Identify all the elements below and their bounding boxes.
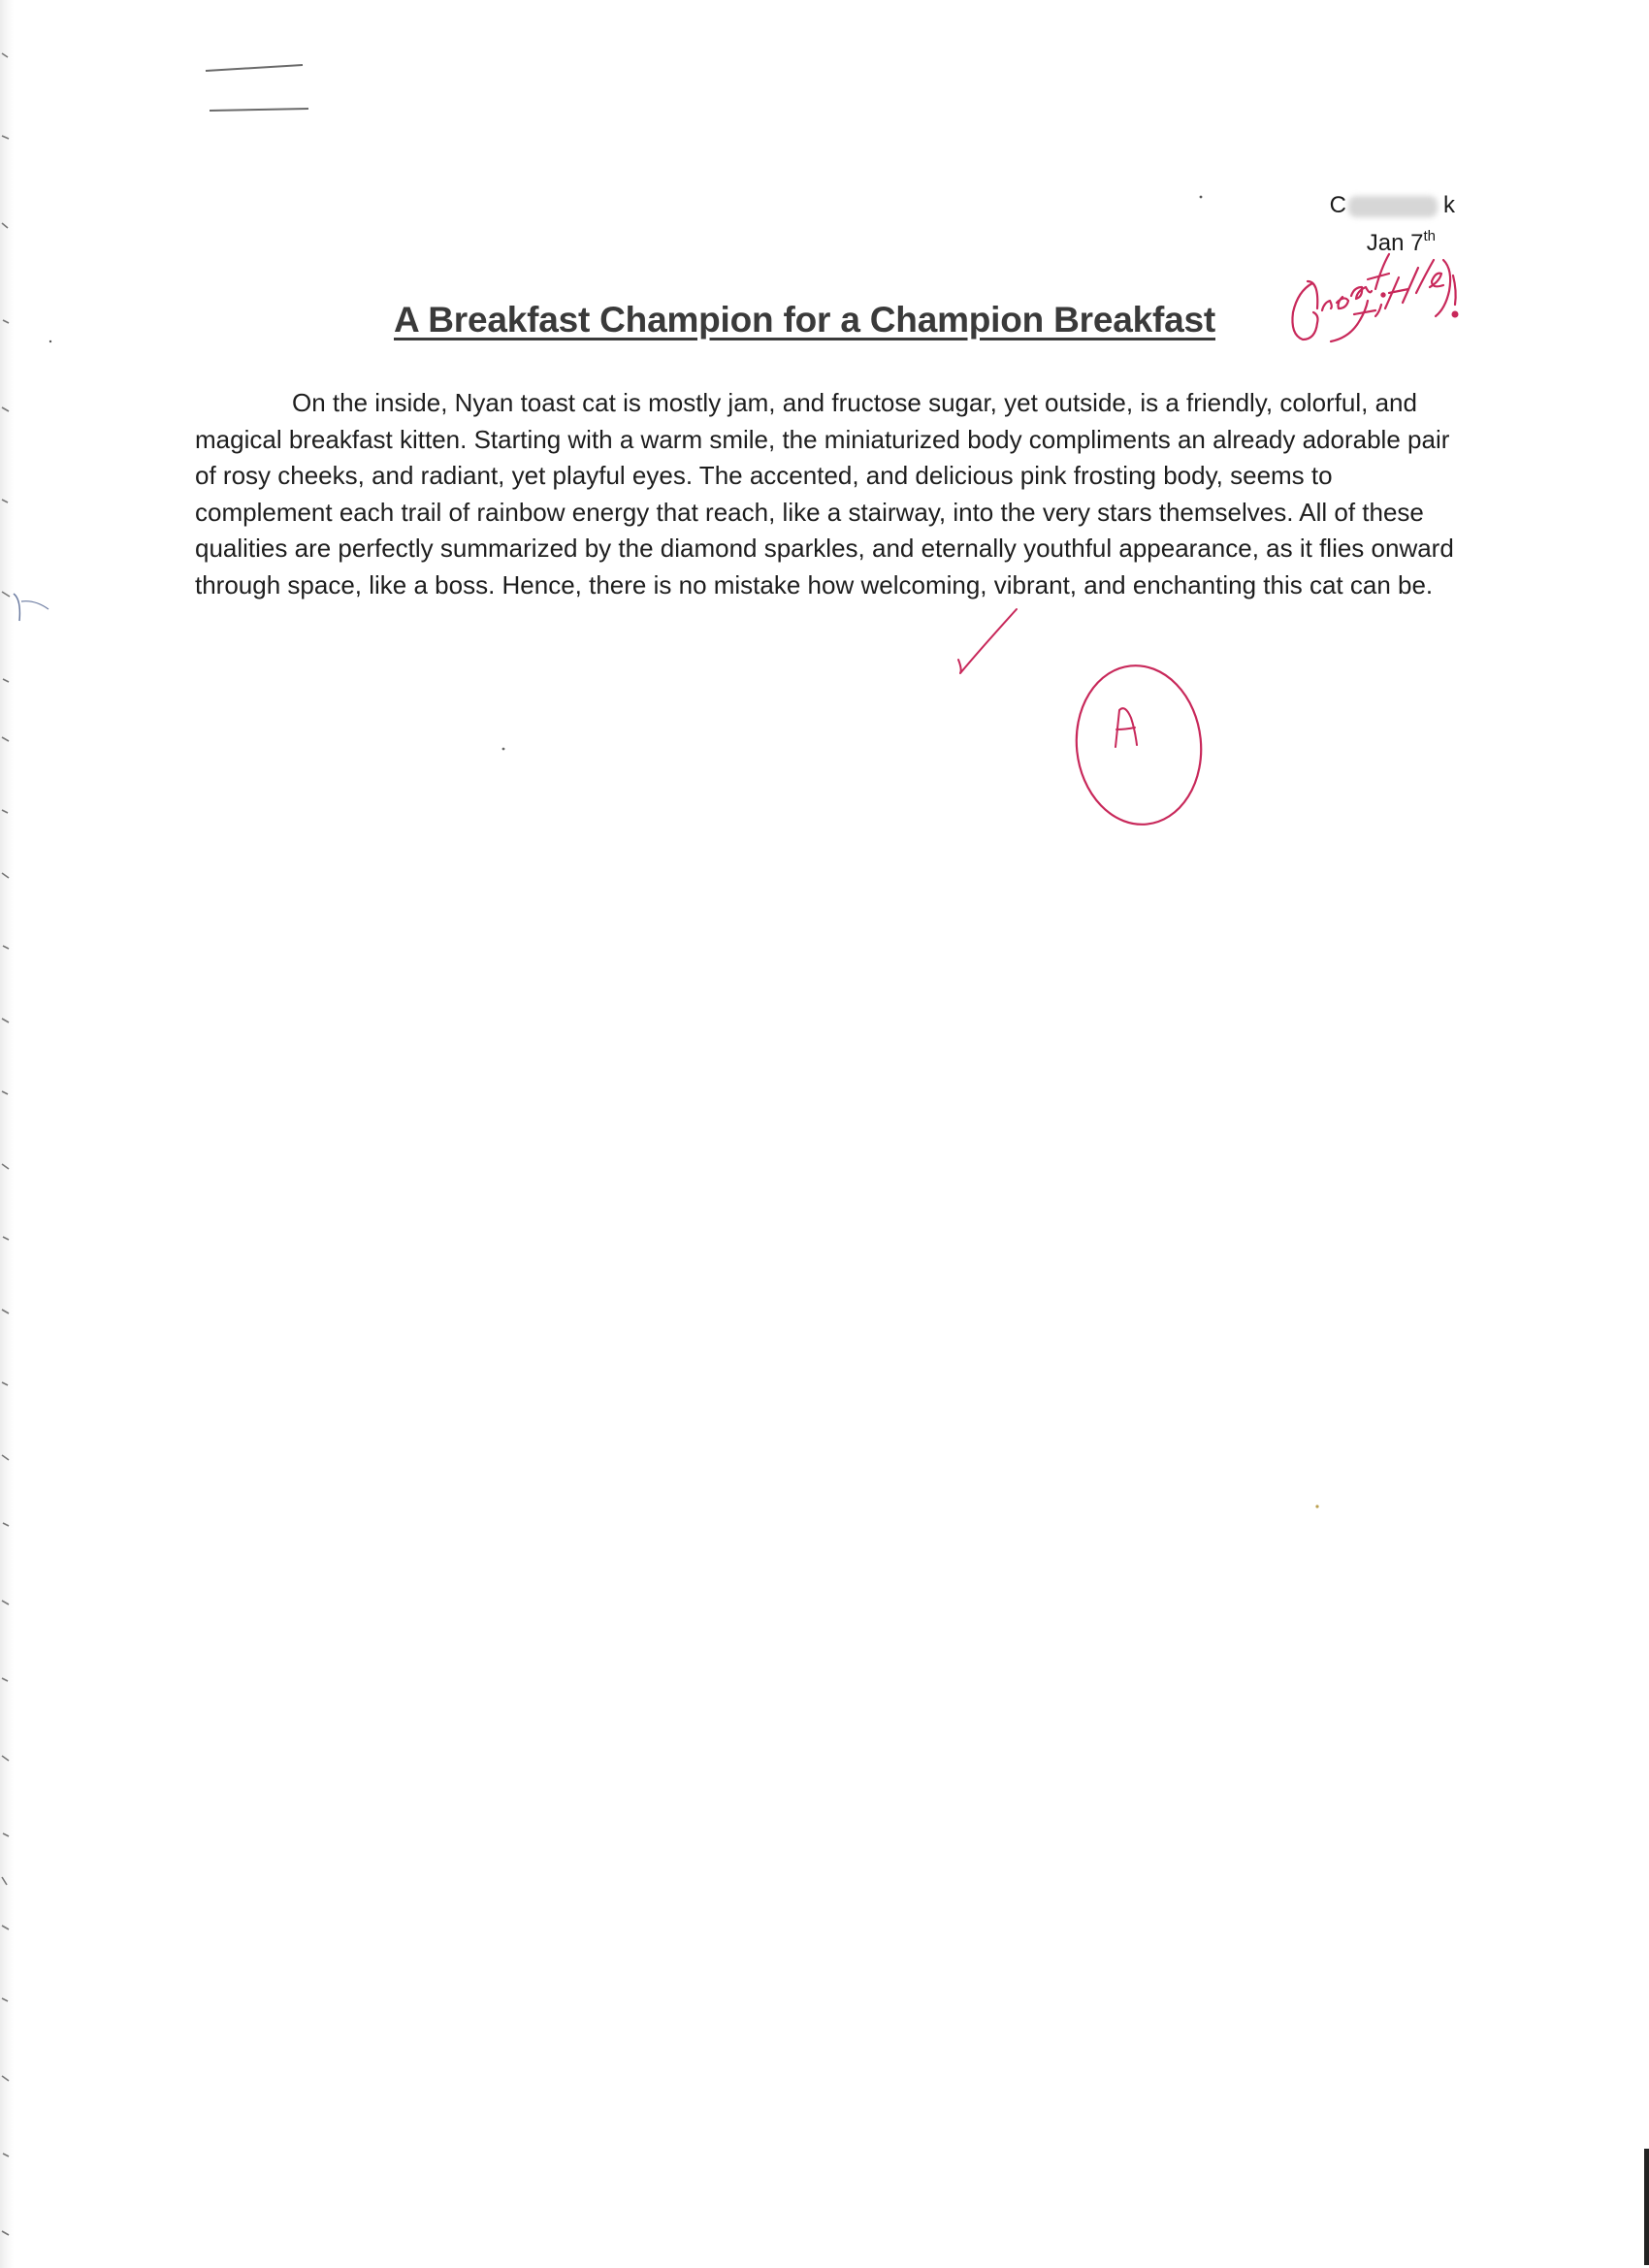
handwritten-title [1331,260,1457,341]
grade-letter [1116,708,1137,747]
date-text: Jan 7 [1366,230,1424,256]
author-last-letter: k [1443,192,1455,218]
body-paragraph: On the inside, Nyan toast cat is mostly jam, and fructose sugar, yet outside, is a friendly, colorful, and magical breakfast kitten. Starting with a warm smile, the miniaturized body compliments an already adorable pair of rosy cheeks, and radiant, yet playful eyes. The accented, and delicious pink frosting body, seems to complement each trail of rainbow energy that reach, like a stairway, into the very stars themselves. All of these qualities are perfectly summarized by the diamond sparkles, and eternally youthful appearance, as it flies onward through space, like a boss. Hence, there is no mistake how welcoming, vibrant, and enchanting this cat can be. [195,388,1454,599]
essay-title: A Breakfast Champion for a Champion Breakfast [394,300,1215,340]
check-mark [958,609,1017,673]
grade-circle [1069,660,1209,830]
handwritten-great [1292,254,1389,340]
date-suffix: th [1423,228,1436,244]
author-first-letter: C [1329,192,1346,218]
